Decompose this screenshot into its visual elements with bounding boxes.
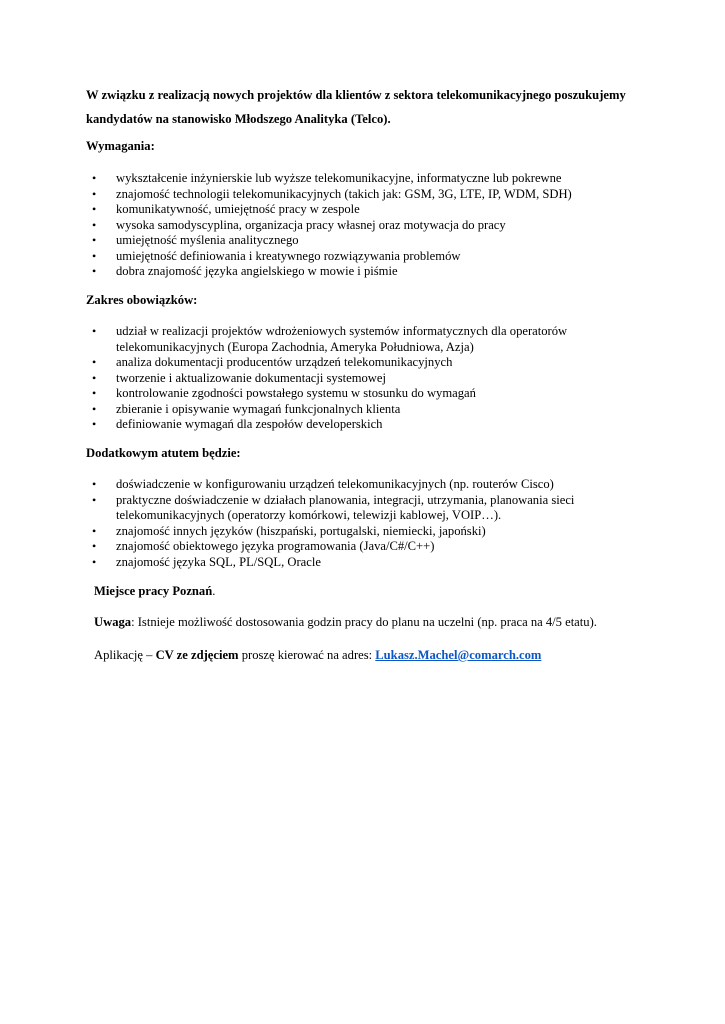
list-item: • tworzenie i aktualizowanie dokumentacji systemowej bbox=[86, 371, 626, 387]
list-item: • komunikatywność, umiejętność pracy w zespole bbox=[86, 202, 626, 218]
apply-cv: CV ze zdjęciem bbox=[155, 648, 239, 662]
list-item: • praktyczne doświadczenie w działach planowania, integracji, utrzymania, planowania sieci telekomunikacyjnych (operatorzy komórkowi, telewizji kablowej, VOIP…). bbox=[86, 493, 626, 524]
list-item: • udział w realizacji projektów wdrożeniowych systemów informatycznych dla operatorów telekomunikacyjnych (Europa Zachodnia, Ameryka Południowa, Azja) bbox=[86, 324, 626, 355]
requirements-list bbox=[86, 171, 626, 280]
note-label: Uwaga bbox=[94, 615, 132, 629]
intro-paragraph: W związku z realizacją nowych projektów dla klientów z sektora telekomunikacyjnego poszukujemy kandydatów na stanowisko Młodszego Analityka (Telco). bbox=[86, 88, 626, 126]
bonus-heading: Dodatkowym atutem będzie: bbox=[86, 446, 241, 460]
apply-prefix: Aplikację – bbox=[94, 648, 156, 662]
list-item: • znajomość technologii telekomunikacyjnych (takich jak: GSM, 3G, LTE, IP, WDM, SDH) bbox=[86, 187, 626, 203]
list-item: • analiza dokumentacji producentów urządzeń telekomunikacyjnych bbox=[86, 355, 626, 371]
list-item: • wysoka samodyscyplina, organizacja pracy własnej oraz motywacja do pracy bbox=[86, 218, 626, 234]
duties-heading: Zakres obowiązków: bbox=[86, 293, 198, 307]
list-item: • znajomość języka SQL, PL/SQL, Oracle bbox=[86, 555, 626, 571]
bonus-list bbox=[86, 477, 626, 570]
list-item: • definiowanie wymagań dla zespołów developerskich bbox=[86, 417, 626, 433]
list-item: • doświadczenie w konfigurowaniu urządzeń telekomunikacyjnych (np. routerów Cisco) bbox=[86, 477, 626, 493]
list-item: • zbieranie i opisywanie wymagań funkcjonalnych klienta bbox=[86, 402, 626, 418]
list-item: • umiejętność definiowania i kreatywnego rozwiązywania problemów bbox=[86, 249, 626, 265]
work-location-text: Miejsce pracy Poznań bbox=[94, 584, 213, 598]
duties-list bbox=[86, 324, 626, 433]
email-link[interactable]: Lukasz.Machel@comarch.com bbox=[375, 648, 542, 662]
apply-paragraph bbox=[94, 648, 541, 664]
note-text: : Istnieje możliwość dostosowania godzin pracy do planu na uczelni (np. praca na 4/5 etatu). bbox=[131, 615, 597, 629]
work-location-suffix: . bbox=[212, 584, 216, 598]
note-paragraph bbox=[94, 615, 597, 631]
requirements-heading: Wymagania: bbox=[86, 139, 155, 153]
list-item: • kontrolowanie zgodności powstałego systemu w stosunku do wymagań bbox=[86, 386, 626, 402]
list-item: • wykształcenie inżynierskie lub wyższe telekomunikacyjne, informatyczne lub pokrewne bbox=[86, 171, 626, 187]
list-item: • znajomość innych języków (hiszpański, portugalski, niemiecki, japoński) bbox=[86, 524, 626, 540]
work-location bbox=[94, 584, 215, 600]
apply-middle: proszę kierować na adres: bbox=[238, 648, 376, 662]
list-item: • umiejętność myślenia analitycznego bbox=[86, 233, 626, 249]
list-item: • znajomość obiektowego języka programowania (Java/C#/C++) bbox=[86, 539, 626, 555]
list-item: • dobra znajomość języka angielskiego w mowie i piśmie bbox=[86, 264, 626, 280]
